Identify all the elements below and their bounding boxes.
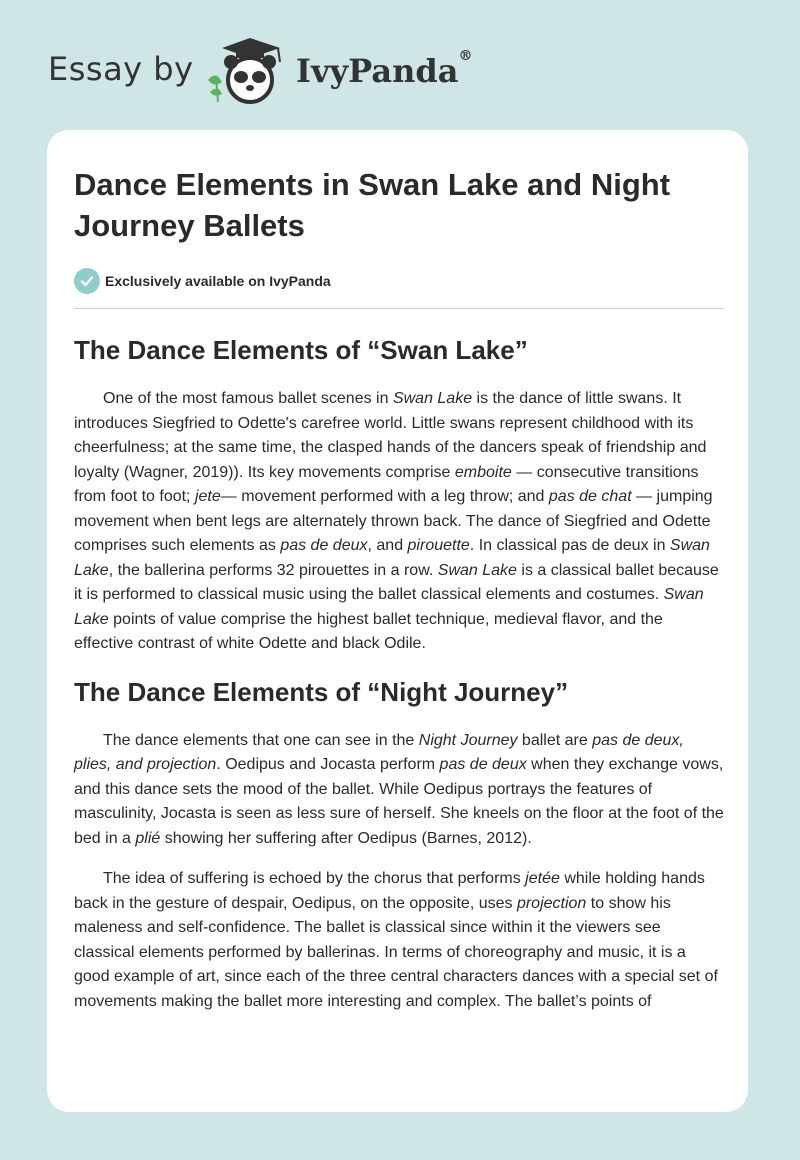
check-icon bbox=[74, 268, 100, 294]
essay-card bbox=[47, 130, 748, 1112]
divider bbox=[74, 308, 724, 309]
page-title: Dance Elements in Swan Lake and Night Journey Ballets bbox=[74, 167, 671, 243]
paragraph: One of the most famous ballet scenes in Swan Lake is the dance of little swans. It introduces Siegfried to Odette's carefree world. Little swans represent childhood with its cheerfulness; at the same time, the clasped hands of the dancers speak of friendship and loyalty (Wagner, 2019)). Its key movements comprise emboite — consecutive transitions from foot to foot; jete— movement performed with a leg throw; and pas de chat — jumping movement when bent legs are alternately thrown back. The dance of Siegfried and Odette comprises such elements as pas de deux, and pirouette. In classical pas de deux in Swan Lake, the ballerina performs 32 pirouettes in a row. Swan Lake is a classical ballet because it is performed to classical music using the ballet classical elements and costumes. Swan Lake points of value comprise the highest ballet technique, medieval flavor, and the effective contrast of white Odette and black Odile. bbox=[74, 390, 719, 652]
section-heading-night-journey: The Dance Elements of “Night Journey” bbox=[74, 676, 569, 707]
paragraph: The idea of suffering is echoed by the chorus that performs jetée while holding hands back in the gesture of despair, Oedipus, on the opposite, uses projection to show his maleness and self-confidence. The ballet is classical since within it the viewers see classical elements performed by ballerinas. In terms of choreography and music, it is a good example of art, since each of the three central characters dances with a special set of movements making the ballet more interesting and complex. The ballet’s points of bbox=[74, 870, 718, 1010]
essay-by-label: Essay by bbox=[48, 50, 194, 88]
panda-logo-icon bbox=[200, 36, 292, 106]
exclusive-label: Exclusively available on IvyPanda bbox=[105, 273, 331, 289]
paragraph: The dance elements that one can see in the Night Journey ballet are pas de deux, plies, and projection. Oedipus and Jocasta perform pas de deux when they exchange vows, and this dance sets the mood of the ballet. While Oedipus portrays the features of masculinity, Jocasta is seen as less sure of herself. She kneels on the floor at the foot of the bed in a plié showing her suffering after Oedipus (Barnes, 2012). bbox=[74, 731, 724, 847]
exclusive-badge bbox=[74, 268, 724, 294]
brand-name[interactable]: IvyPanda® bbox=[296, 48, 473, 90]
site-header bbox=[0, 0, 800, 130]
section-heading-swan-lake: The Dance Elements of “Swan Lake” bbox=[74, 335, 528, 365]
essay-content bbox=[74, 130, 724, 1014]
